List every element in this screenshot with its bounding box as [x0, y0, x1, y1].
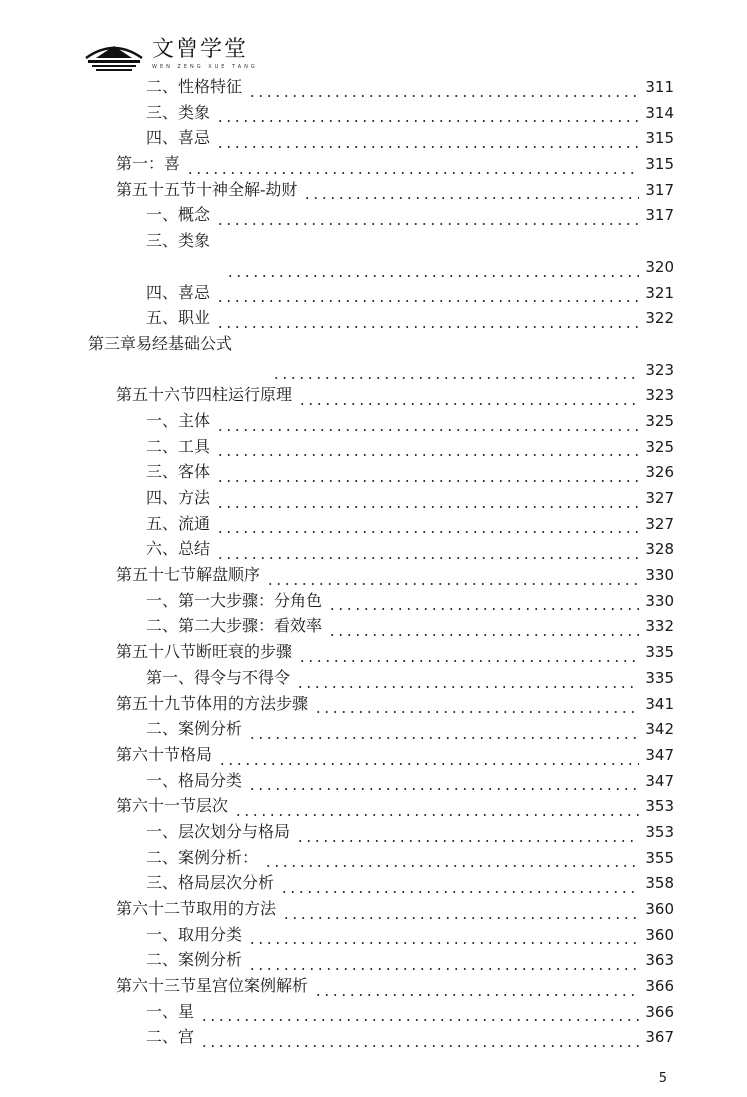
toc-entry[interactable] [0, 924, 747, 950]
dot-leader [303, 197, 639, 199]
dot-leader [216, 557, 639, 559]
toc-entry-title: 二、性格特征 [146, 76, 246, 98]
dot-leader [234, 814, 639, 816]
toc-entry[interactable] [0, 770, 747, 796]
toc-entry[interactable] [0, 615, 747, 641]
toc-entry[interactable] [0, 436, 747, 462]
toc-entry[interactable] [0, 744, 747, 770]
toc-entry[interactable] [0, 102, 747, 128]
toc-entry-title: 四、方法 [146, 487, 214, 509]
toc-entry-page: 323 [645, 360, 674, 379]
toc-entry-title: 六、总结 [146, 538, 214, 560]
dot-leader [216, 300, 639, 302]
toc-entry[interactable] [0, 307, 747, 333]
dot-leader [314, 994, 639, 996]
toc-entry-page: 314 [645, 103, 674, 122]
dot-leader [216, 480, 639, 482]
dot-leader [282, 917, 639, 919]
toc-entry-page: 311 [645, 78, 674, 96]
dot-leader [314, 711, 639, 713]
toc-entry-page: 327 [645, 489, 674, 507]
dot-leader [216, 531, 639, 533]
dot-leader [328, 608, 639, 610]
toc-entry-page: 332 [645, 617, 674, 636]
toc-entry[interactable] [0, 949, 747, 975]
toc-entry-page: 335 [645, 668, 674, 687]
toc-entry-title: 第三章易经基础公式 [88, 333, 236, 355]
toc-entry-title: 二、案例分析： [146, 847, 262, 869]
toc-entry-page: 363 [645, 951, 674, 970]
dot-leader [248, 737, 639, 739]
toc-entry-title: 一、层次划分与格局 [146, 821, 294, 843]
toc-entry-page: 326 [645, 463, 674, 482]
dot-leader [226, 275, 639, 277]
toc-entry-title: 第五十五节十神全解-劫财 [116, 179, 301, 201]
dot-leader [280, 891, 639, 893]
toc-entry[interactable] [0, 384, 747, 410]
toc-entry-title: 第六十节格局 [116, 744, 216, 766]
toc-entry-title: 二、案例分析 [146, 949, 246, 971]
dot-leader [272, 377, 639, 379]
toc-entry[interactable] [0, 179, 747, 205]
toc-entry-title: 三、类象 [146, 102, 214, 124]
toc-entry-title: 第五十九节体用的方法步骤 [116, 693, 312, 715]
toc-entry[interactable] [0, 1001, 747, 1027]
dot-leader [218, 763, 639, 765]
toc-entry-page: 320 [645, 257, 674, 276]
page-number: 5 [658, 1071, 667, 1086]
toc-entry-title: 第六十三节星宫位案例解析 [116, 975, 312, 997]
dot-leader [200, 1019, 639, 1021]
toc-entry[interactable] [0, 538, 747, 564]
dot-leader [248, 95, 639, 97]
toc-entry-page: 328 [645, 540, 674, 559]
toc-entry[interactable] [0, 564, 747, 590]
dot-leader [296, 840, 639, 842]
toc-entry-title: 一、主体 [146, 410, 214, 432]
dot-leader [298, 660, 639, 662]
toc-entry[interactable] [0, 795, 747, 821]
toc-entry[interactable] [0, 718, 747, 744]
toc-entry-title: 五、流通 [146, 513, 214, 535]
toc-entry-page: 327 [645, 514, 674, 533]
toc-entry[interactable] [0, 461, 747, 487]
toc-entry-page: 360 [645, 900, 674, 918]
dot-leader [186, 172, 639, 174]
toc-entry[interactable] [0, 153, 747, 179]
dot-leader [216, 120, 639, 122]
toc-entry-title: 三、格局层次分析 [146, 872, 278, 894]
toc-entry-page: 360 [645, 925, 674, 944]
dot-leader [216, 454, 639, 456]
dot-leader [248, 788, 639, 790]
toc-entry[interactable] [0, 282, 747, 308]
toc-entry-page: 335 [645, 643, 674, 662]
toc-entry-title: 二、案例分析 [146, 718, 246, 740]
toc-entry-title: 二、工具 [146, 436, 214, 458]
pavilion-logo-icon [84, 36, 144, 72]
dot-leader [216, 326, 639, 328]
toc-entry-page: 330 [645, 591, 674, 610]
toc-entry-title: 第一、得令与不得令 [146, 667, 294, 689]
toc-entry-title: 二、第二大步骤：看效率 [146, 615, 326, 637]
toc-entry-title: 四、喜忌 [146, 282, 214, 304]
dot-leader [216, 146, 639, 148]
dot-leader [264, 865, 639, 867]
toc-entry[interactable] [0, 359, 747, 385]
table-of-contents [0, 76, 747, 1052]
toc-entry[interactable] [0, 590, 747, 616]
dot-leader [328, 634, 639, 636]
toc-entry-page: 367 [645, 1028, 674, 1047]
toc-entry-page: 358 [645, 874, 674, 893]
toc-entry[interactable] [0, 1026, 747, 1052]
toc-entry-title: 五、职业 [146, 307, 214, 329]
toc-entry-page: 341 [645, 694, 674, 713]
toc-entry-page: 325 [645, 411, 674, 430]
toc-entry[interactable] [0, 847, 747, 873]
toc-entry-title: 第五十六节四柱运行原理 [116, 384, 296, 406]
dot-leader [248, 968, 639, 970]
toc-entry-page: 322 [645, 309, 674, 328]
toc-entry-page: 317 [645, 206, 674, 225]
toc-entry[interactable] [0, 487, 747, 513]
dot-leader [266, 583, 639, 585]
toc-entry-title: 四、喜忌 [146, 127, 214, 149]
toc-entry-page: 330 [645, 566, 674, 585]
toc-entry-page: 325 [645, 437, 674, 456]
dot-leader [216, 429, 639, 431]
toc-entry-title: 第六十二节取用的方法 [116, 898, 280, 920]
dot-leader [200, 1045, 639, 1047]
toc-entry-page: 321 [645, 283, 674, 302]
toc-entry-page: 317 [645, 180, 674, 199]
toc-entry[interactable] [0, 256, 747, 282]
logo-subtitle: WEN ZENG XUE TANG [152, 64, 258, 70]
dot-leader [248, 942, 639, 944]
toc-entry-page: 347 [645, 745, 674, 764]
toc-entry-title: 二、宫 [146, 1026, 198, 1048]
toc-entry-title: 三、客体 [146, 461, 214, 483]
toc-entry-title: 第五十八节断旺衰的步骤 [116, 641, 296, 663]
toc-entry[interactable] [0, 333, 747, 359]
dot-leader [298, 403, 639, 405]
toc-entry-page: 323 [645, 386, 674, 405]
toc-entry-title: 第六十一节层次 [116, 795, 232, 817]
dot-leader [296, 686, 639, 688]
toc-entry[interactable] [0, 693, 747, 719]
toc-entry-title: 一、星 [146, 1001, 198, 1023]
toc-entry-page: 353 [645, 797, 674, 816]
toc-entry-page: 315 [645, 129, 674, 148]
toc-entry[interactable] [0, 667, 747, 693]
toc-entry[interactable] [0, 641, 747, 667]
toc-entry-title: 一、格局分类 [146, 770, 246, 792]
toc-entry[interactable] [0, 975, 747, 1001]
toc-entry[interactable] [0, 872, 747, 898]
toc-entry-title: 一、概念 [146, 204, 214, 226]
toc-entry-page: 347 [645, 771, 674, 790]
toc-entry-title: 一、取用分类 [146, 924, 246, 946]
toc-entry-page: 353 [645, 822, 674, 841]
toc-entry-page: 342 [645, 720, 674, 739]
toc-entry-page: 366 [645, 977, 674, 996]
dot-leader [216, 506, 639, 508]
toc-entry[interactable] [0, 410, 747, 436]
toc-entry[interactable] [0, 76, 747, 102]
toc-entry-page: 366 [645, 1002, 674, 1021]
toc-entry[interactable] [0, 898, 747, 924]
toc-entry-page: 355 [645, 848, 674, 867]
toc-entry[interactable] [0, 513, 747, 539]
toc-entry-title: 第一：喜 [116, 153, 184, 175]
toc-entry-title: 第五十七节解盘顺序 [116, 564, 264, 586]
logo-title: 文曾学堂 [152, 37, 249, 62]
toc-entry-title: 三、类象 [146, 230, 214, 252]
toc-entry[interactable] [0, 230, 747, 256]
toc-entry[interactable] [0, 204, 747, 230]
toc-entry[interactable] [0, 821, 747, 847]
toc-entry-title: 一、第一大步骤：分角色 [146, 590, 326, 612]
dot-leader [216, 223, 639, 225]
toc-entry-page: 315 [645, 155, 674, 174]
logo [84, 34, 258, 74]
toc-entry[interactable] [0, 127, 747, 153]
